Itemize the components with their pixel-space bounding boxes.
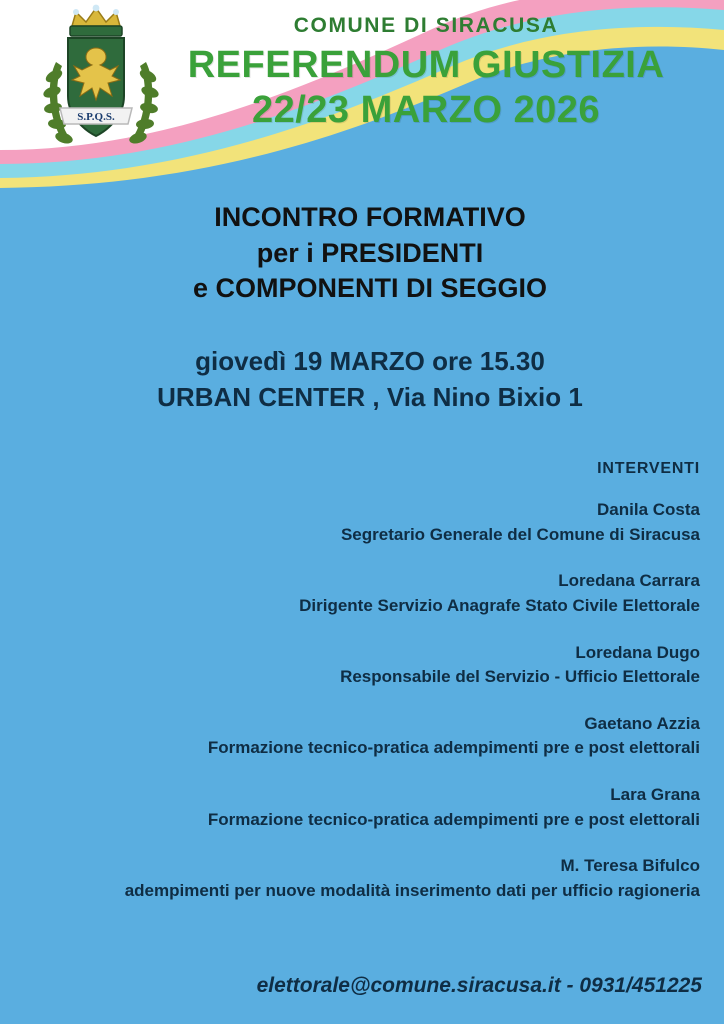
crest-motto: S.P.Q.S. <box>77 111 115 123</box>
speaker-name: Lara Grana <box>610 785 700 805</box>
speaker-name: Loredana Carrara <box>558 571 700 591</box>
poster-title-line2: 22/23 MARZO 2026 <box>251 88 601 131</box>
list-item <box>10 854 700 903</box>
poster-header <box>0 0 724 188</box>
contact-info: elettorale@comune.siracusa.it - 0931/451225 <box>256 974 702 997</box>
event-datetime: giovedì 19 MARZO ore 15.30 <box>195 346 545 376</box>
list-item <box>10 712 700 761</box>
speaker-role: Responsabile del Servizio - Ufficio Elettorale <box>340 667 700 687</box>
speaker-name: Loredana Dugo <box>575 642 700 662</box>
list-item <box>10 498 700 547</box>
event-venue: URBAN CENTER , Via Nino Bixio 1 <box>157 382 583 413</box>
speaker-name: Danila Costa <box>597 500 700 519</box>
city-crest-icon <box>42 4 160 170</box>
poster-body <box>0 188 724 1024</box>
comune-label: COMUNE DI SIRACUSA <box>293 14 559 37</box>
interventi-label: INTERVENTI <box>597 460 700 477</box>
list-item <box>10 641 700 690</box>
list-item <box>10 569 700 618</box>
speaker-role: Formazione tecnico-pratica adempimenti pre e post elettorali <box>207 738 700 758</box>
event-when-where <box>40 343 700 416</box>
speaker-name: Gaetano Azzia <box>584 713 700 733</box>
event-heading-line3: e COMPONENTI DI SEGGIO <box>192 273 548 304</box>
speakers-list <box>10 498 700 926</box>
event-heading-line1: INCONTRO FORMATIVO <box>214 202 526 232</box>
event-heading <box>40 200 700 307</box>
event-heading-line2: per i PRESIDENTI <box>256 237 484 268</box>
speaker-role: Dirigente Servizio Anagrafe Stato Civile Elettorale <box>299 595 700 615</box>
header-text-block <box>166 8 686 131</box>
speaker-role: Formazione tecnico-pratica adempimenti pre e post elettorali <box>207 809 700 829</box>
list-item <box>10 783 700 832</box>
speaker-role: adempimenti per nuove modalità inserimento dati per ufficio ragioneria <box>124 881 700 901</box>
speaker-role: Segretario Generale del Comune di Siracusa <box>340 524 700 544</box>
speaker-name: M. Teresa Bifulco <box>560 856 700 876</box>
poster-title-line1: REFERENDUM GIUSTIZIA <box>187 44 665 86</box>
